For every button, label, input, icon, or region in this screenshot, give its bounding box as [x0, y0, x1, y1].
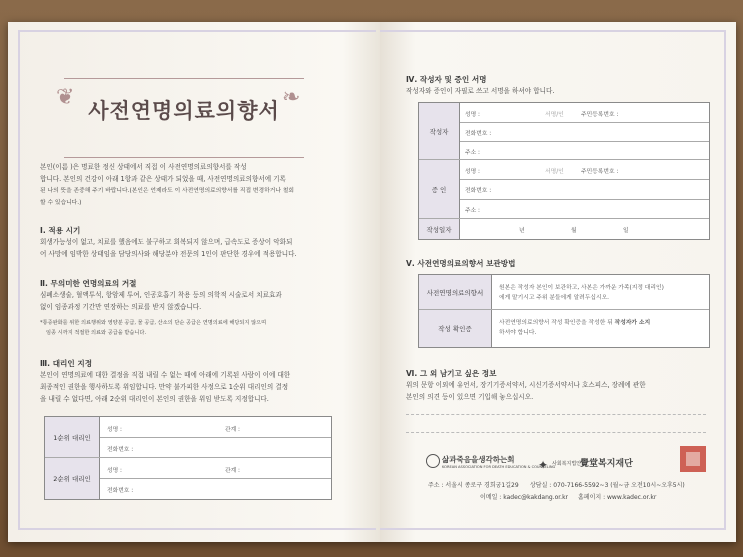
footer-consult: 상담실 : 070-7166-5592~3 (월~금 오전10시~오후5시) — [530, 482, 685, 489]
writer-name-field[interactable]: 성명 : — [465, 112, 480, 118]
row-divider — [460, 179, 709, 180]
row-divider — [100, 478, 331, 479]
org2-prefix: 사회복지법인 — [552, 461, 581, 467]
org2-name: 覺堂복지재단 — [580, 459, 633, 469]
agent-table — [44, 416, 332, 500]
row-divider — [460, 199, 709, 200]
witness-address-field[interactable]: 주소 : — [465, 208, 480, 214]
confirm-text-part: 사전연명의료의향서 작성 확인증을 작성한 뒤 — [499, 320, 615, 326]
agent-1-phone-field[interactable]: 전화번호 : — [107, 447, 134, 453]
confirm-label: 작성 확인증 — [419, 310, 492, 347]
section-2-note-2: 임종 시까지 적절한 의료와 공급을 받습니다. — [46, 330, 147, 336]
section-2-line-1: 심폐소생술, 혈액투석, 항암제 투여, 인공호흡기 착용 등의 의학적 시술로서 치료효과 — [40, 291, 282, 299]
left-page — [8, 22, 380, 542]
section-1-line-1: 회생가능성이 없고, 치료를 했음에도 불구하고 회복되지 않으며, 급속도로 증상이 악화되 — [40, 238, 293, 246]
agent-2-relation-field[interactable]: 관계 : — [225, 468, 240, 474]
agent-1-relation-field[interactable]: 관계 : — [225, 427, 240, 433]
agent-2-header: 2순위 대리인 — [45, 458, 100, 499]
footer-homepage: 홈페이지 : www.kadec.or.kr — [578, 494, 657, 501]
writer-header: 작성자 — [419, 103, 460, 159]
intro-line-3: 된 나의 뜻을 존중해 주기 바랍니다.(본인은 언제라도 이 사전연명의료의향서를 직접 변경하거나 철회 — [40, 188, 294, 194]
writer-id-field[interactable]: 주민등록번호 : — [581, 112, 619, 118]
org2-logo-icon: ✦ — [538, 458, 549, 472]
section-6-title: Ⅵ. 그 외 남기고 싶은 정보 — [406, 369, 497, 378]
signature-table — [418, 102, 710, 240]
section-3-line-2: 최종적인 권한을 행사하도록 위임합니다. 만약 불가피한 사정으로 1순위 대리인의 결정 — [40, 383, 289, 391]
witness-name-field[interactable]: 성명 : — [465, 169, 480, 175]
section-6-line-2: 본인의 의견 등이 있으면 기입해 놓으십시오. — [406, 393, 534, 401]
confirm-text-1 — [499, 317, 650, 326]
intro-line-2: 합니다. 본인의 건강이 아래 1항과 같은 상태가 되었을 때, 사전연명의료의향서에 기록 — [40, 175, 286, 183]
section-4-subtitle: 작성자와 증인이 자필로 쓰고 서명을 하셔야 합니다. — [406, 87, 555, 95]
memo-line[interactable] — [406, 414, 706, 415]
section-6-line-1: 위의 문항 이외에 유언서, 장기기증서약서, 시신기증서약서나 호스피스, 장례에 관한 — [406, 381, 646, 389]
document-sheet — [8, 22, 736, 542]
confirm-text-bold: 작성자가 소지 — [614, 320, 651, 326]
date-header: 작성일자 — [419, 219, 460, 239]
section-3-line-1: 본인이 연명의료에 대한 결정을 직접 내릴 수 없는 때에 아래에 기록된 사람이 이에 대한 — [40, 371, 291, 379]
agent-1-header: 1순위 대리인 — [45, 417, 100, 457]
org1-english-name: KOREAN ASSOCIATION FOR DEATH EDUCATION & COUNSELING — [442, 465, 556, 469]
document-title: 사전연명의료의향서 — [88, 99, 280, 123]
section-1-line-2: 어 사망에 임박한 상태임을 담당의사와 해당분야 전문의 1인이 판단한 경우에 적용합니다. — [40, 250, 297, 258]
section-3-title: Ⅲ. 대리인 지정 — [40, 359, 93, 368]
row-divider — [419, 159, 709, 160]
section-2-note-1: *통증완화를 위한 의료행위와 영양분 공급, 물 공급, 산소의 단순 공급은 연명의료에 해당되지 않으며 — [40, 320, 267, 326]
witness-phone-field[interactable]: 전화번호 : — [465, 188, 492, 194]
row-divider — [460, 141, 709, 142]
row-divider — [100, 437, 331, 438]
flourish-right-icon: ❧ — [282, 85, 301, 110]
writer-address-field[interactable]: 주소 : — [465, 150, 480, 156]
witness-header: 증 인 — [419, 160, 460, 218]
intro-line-4: 할 수 있습니다.) — [40, 200, 82, 206]
date-month[interactable]: 월 — [571, 228, 577, 234]
witness-sign-field[interactable]: 서명/인 — [545, 169, 564, 175]
agent-1-name-field[interactable]: 성명 : — [107, 427, 122, 433]
storage-text-2: 에게 맡기시고 주위 분들에게 알려두십시오. — [499, 295, 610, 301]
writer-phone-field[interactable]: 전화번호 : — [465, 131, 492, 137]
date-year[interactable]: 년 — [519, 228, 525, 234]
memo-line[interactable] — [406, 432, 706, 433]
section-3-line-3: 을 내릴 수 없다면, 아래 2순위 대리인이 본인의 권한을 위임 받도록 지정합니다. — [40, 395, 269, 403]
intro-line-1: 본인(이름 )은 명료한 정신 상태에서 직접 이 사전연명의료의향서를 작성 — [40, 163, 247, 171]
org1-logo-icon — [426, 454, 440, 468]
org1-name: 삶과죽음을생각하는회 — [442, 455, 515, 464]
footer-email: 이메일 : kadec@kakdang.or.kr — [480, 494, 569, 501]
section-1-title: Ⅰ. 적용 시기 — [40, 226, 81, 235]
flourish-left-icon: ❦ — [56, 85, 75, 110]
writer-sign-field[interactable]: 서명/인 — [545, 112, 564, 118]
right-page — [380, 22, 736, 542]
seal-stamp-inner — [686, 452, 700, 466]
storage-table — [418, 274, 710, 348]
section-4-title: Ⅳ. 작성자 및 증인 서명 — [406, 75, 487, 84]
title-box — [56, 78, 304, 158]
storage-text-1: 원본은 작성자 본인이 보관하고, 사본은 가까운 가족(지정 대리인) — [499, 285, 664, 291]
confirm-text-2: 하셔야 합니다. — [499, 330, 537, 336]
section-2-title: Ⅱ. 무의미한 연명의료의 거절 — [40, 279, 137, 288]
footer-address: 주소 : 서울시 종로구 경희궁1길29 — [428, 482, 519, 489]
section-5-title: Ⅴ. 사전연명의료의향서 보관방법 — [406, 259, 516, 268]
section-2-line-2: 없이 임종과정 기간만 연장하는 의료를 받지 않겠습니다. — [40, 303, 202, 311]
row-divider — [45, 457, 331, 458]
row-divider — [419, 218, 709, 219]
storage-label: 사전연명의료의향서 — [419, 275, 492, 309]
row-divider — [460, 122, 709, 123]
date-day[interactable]: 일 — [623, 228, 629, 234]
witness-id-field[interactable]: 주민등록번호 : — [581, 169, 619, 175]
agent-2-phone-field[interactable]: 전화번호 : — [107, 488, 134, 494]
row-divider — [419, 309, 709, 310]
agent-2-name-field[interactable]: 성명 : — [107, 468, 122, 474]
